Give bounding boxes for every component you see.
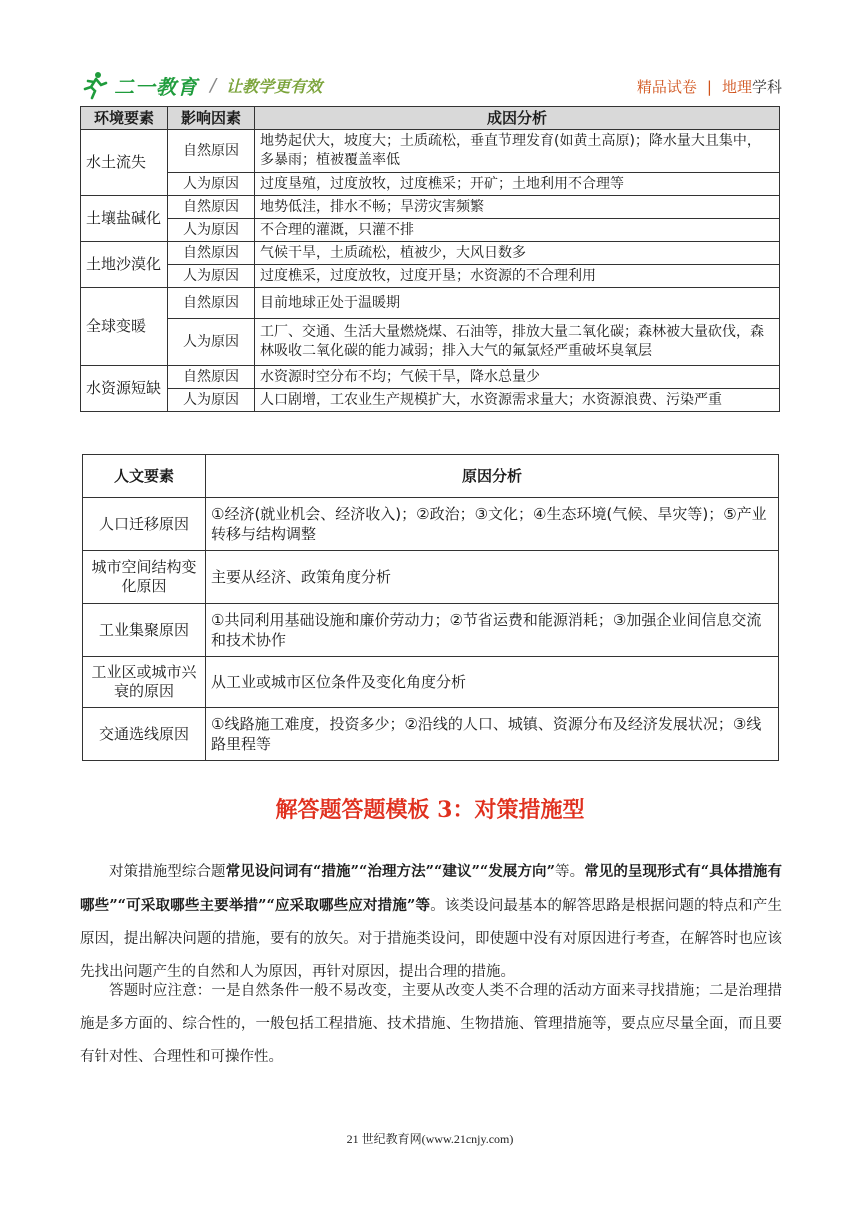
element-cell: 土壤盐碱化	[81, 196, 168, 242]
table-header-row	[81, 107, 780, 130]
bold-text: 常见设问词有“措施”“治理方法”“建议”“发展方向”	[225, 863, 555, 880]
factor-cell: 人为原因	[168, 265, 255, 288]
paragraph-text: 对策措施型综合题	[109, 864, 226, 880]
environment-factors-table	[80, 106, 780, 412]
column-header: 成因分析	[255, 107, 780, 130]
column-header: 人文要素	[83, 455, 206, 498]
analysis-cell: ①经济(就业机会、经济收入)；②政治；③文化；④生态环境(气候、旱灾等)；⑤产业转移与结构调整	[206, 498, 779, 551]
table-row	[81, 389, 780, 412]
analysis-cell: 不合理的灌溉，只灌不排	[255, 219, 780, 242]
logo-text: 二一教育	[114, 74, 198, 99]
paragraph-text: 等。	[554, 864, 585, 880]
factor-cell: 自然原因	[168, 130, 255, 173]
table-row	[83, 498, 779, 551]
table-row	[83, 708, 779, 761]
analysis-cell: ①共同利用基础设施和廉价劳动力；②节省运费和能源消耗；③加强企业间信息交流和技术协作	[206, 604, 779, 657]
element-cell: 工业集聚原因	[83, 604, 206, 657]
table-row	[81, 366, 780, 389]
paragraph-text: 。该类设问最基本的解答思路是根据问题的特点和产生原因，提出解决问题的措施，要有的放矢。对于措施类设问，即使题中没有对原因进行考查，在解答时也应该先找出问题产生的自然和人为原因，再针对原因，提出合理的措施。	[80, 898, 783, 980]
factor-cell: 人为原因	[168, 173, 255, 196]
table-row	[81, 219, 780, 242]
element-cell: 土地沙漠化	[81, 242, 168, 288]
analysis-cell: 主要从经济、政策角度分析	[206, 551, 779, 604]
analysis-cell: 目前地球正处于温暖期	[255, 288, 780, 319]
analysis-cell: 水资源时空分布不均；气候干旱，降水总量少	[255, 366, 780, 389]
table-row	[83, 551, 779, 604]
column-header: 原因分析	[206, 455, 779, 498]
analysis-cell: 工厂、交通、生活大量燃烧煤、石油等，排放大量二氧化碳；森林被大量砍伐，森林吸收二氧化碳的能力减弱；排入大气的氟氯烃严重破坏臭氧层	[255, 319, 780, 366]
element-cell: 全球变暖	[81, 288, 168, 366]
factor-cell: 自然原因	[168, 366, 255, 389]
table-row	[81, 173, 780, 196]
subject-suffix: 学科	[751, 78, 782, 96]
table-row	[81, 130, 780, 173]
table-header-row	[83, 455, 779, 498]
analysis-cell: 过度垦殖，过度放牧，过度樵采；开矿；土地利用不合理等	[255, 173, 780, 196]
element-cell: 人口迁移原因	[83, 498, 206, 551]
table-row	[83, 657, 779, 708]
factor-cell: 自然原因	[168, 196, 255, 219]
running-figure-logo-icon	[80, 70, 110, 100]
table-row	[81, 265, 780, 288]
paragraph	[80, 855, 782, 989]
factor-cell: 人为原因	[168, 319, 255, 366]
table-row	[81, 196, 780, 219]
analysis-cell: 从工业或城市区位条件及变化角度分析	[206, 657, 779, 708]
analysis-cell: 地势低洼，排水不畅；旱涝灾害频繁	[255, 196, 780, 219]
table-row	[81, 242, 780, 265]
element-cell: 工业区或城市兴衰的原因	[83, 657, 206, 708]
analysis-cell: 人口剧增，工农业生产规模扩大，水资源需求量大；水资源浪费、污染严重	[255, 389, 780, 412]
page-footer: 21 世纪教育网(www.21cnjy.com)	[346, 1132, 514, 1146]
human-factors-table	[82, 454, 779, 761]
slogan: 让教学更有效	[226, 76, 323, 96]
element-cell: 城市空间结构变化原因	[83, 551, 206, 604]
paragraph: 答题时应注意：一是自然条件一般不易改变，主要从改变人类不合理的活动方面来寻找措施；二是治理措施是多方面的、综合性的，一般包括工程措施、技术措施、生物措施、管理措施等，要点应尽量全面，而且要有针对性、合理性和可操作性。	[80, 983, 782, 1065]
bold-text: 常见的呈现形式有“具体措施有哪些”“可采取哪些主要举措”“应采取哪些应对措施”等	[80, 863, 783, 914]
factor-cell: 自然原因	[168, 288, 255, 319]
premium-label: 精品试卷	[636, 78, 697, 96]
column-header: 影响因素	[168, 107, 255, 130]
page-header	[80, 62, 782, 106]
analysis-cell: 地势起伏大，坡度大；土质疏松，垂直节理发育(如黄土高原)；降水量大且集中，多暴雨；植被覆盖率低	[255, 130, 780, 173]
subject-name: 地理	[721, 78, 752, 96]
analysis-cell: ①线路施工难度，投资多少；②沿线的人口、城镇、资源分布及经济发展状况；③线路里程等	[206, 708, 779, 761]
header-divider: |	[706, 78, 712, 96]
logo	[80, 68, 322, 102]
analysis-cell: 过度樵采，过度放牧，过度开垦；水资源的不合理利用	[255, 265, 780, 288]
table-row	[81, 319, 780, 366]
factor-cell: 人为原因	[168, 389, 255, 412]
logo-separator: /	[210, 74, 217, 96]
factor-cell: 自然原因	[168, 242, 255, 265]
column-header: 环境要素	[81, 107, 168, 130]
table-row	[83, 604, 779, 657]
analysis-cell: 气候干旱，土质疏松，植被少，大风日数多	[255, 242, 780, 265]
table-row	[81, 288, 780, 319]
factor-cell: 人为原因	[168, 219, 255, 242]
element-cell: 交通选线原因	[83, 708, 206, 761]
element-cell: 水资源短缺	[81, 366, 168, 412]
section-title: 解答题答题模板 3：对策措施型	[275, 797, 585, 823]
header-subject-label	[637, 76, 782, 97]
element-cell: 水土流失	[81, 130, 168, 196]
